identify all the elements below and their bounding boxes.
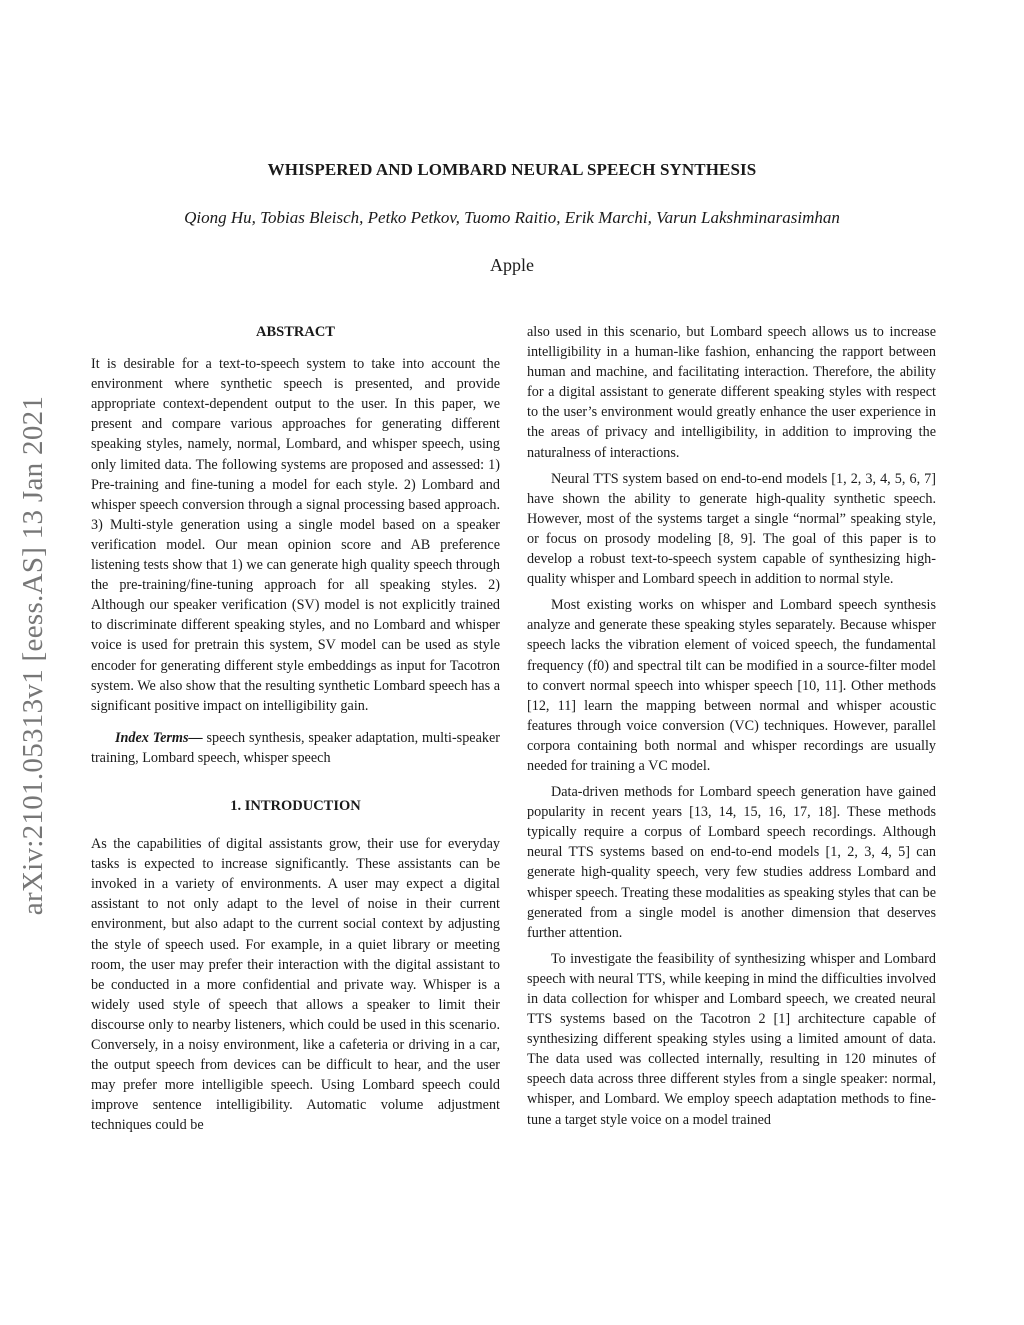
intro-paragraph-4: Data-driven methods for Lombard speech generation have gained popularity in recent years [13, 14, 15, 16, 17, 18]. These methods typically require a corpus of Lombard speech recordings. Although neural TTS systems based on end-to-end models [1, 2, 3, 4, 5] can generate high-quality speech, very few studies address Lombard and whisper speech. Treating these modalities as speaking styles that can be generated from a single model is another dimension that deserves further attention. (527, 784, 936, 941)
intro-paragraph-3: Most existing works on whisper and Lombard speech synthesis analyze and generate these speaking styles separately. Because whisper speech lacks the vibration element of voiced speech, the fundamental frequency (f0) and spectral tilt can be modified in a source-filter model to convert normal speech into whisper speech [10, 11]. Other methods [12, 11] learn the mapping between normal and whisper acoustic features through voice conversion (VC) techniques. However, parallel corpora containing both normal and whisper recordings are usually needed for training a VC model. (527, 597, 936, 774)
index-terms (91, 728, 500, 768)
arxiv-identifier (12, 350, 56, 960)
right-column (527, 322, 936, 1130)
affiliation: Apple (490, 255, 534, 275)
intro-paragraph-1-continued: also used in this scenario, but Lombard speech allows us to increase intelligibility in a human-like fashion, enhancing the rapport between human and machine, and facilitating interaction. Therefore, the ability for a digital assistant to generate different speaking styles with respect to the user’s environment would greatly enhance the user experience in the areas of privacy and intelligibility, in addition to improving the naturalness of interactions. (527, 324, 936, 461)
index-terms-label: Index Terms— (115, 729, 203, 746)
abstract-heading: ABSTRACT (256, 324, 335, 340)
index-terms-text: speech synthesis, speaker adaptation, multi-speaker training, Lombard speech, whisper speech (91, 729, 501, 766)
introduction-heading: 1. INTRODUCTION (230, 797, 361, 814)
left-column (91, 322, 500, 1135)
intro-paragraph-2: Neural TTS system based on end-to-end models [1, 2, 3, 4, 5, 6, 7] have shown the ability to generate high-quality synthetic speech. However, most of the systems target a single “normal” speaking style, or focus on prosody modeling [8, 9]. The goal of this paper is to develop a robust text-to-speech system capable of synthesizing high-quality whisper and Lombard speech in addition to normal style. (527, 470, 936, 588)
arxiv-id-text: arXiv:2101.05313v1 [eess.AS] 13 Jan 2021 (17, 395, 50, 915)
intro-paragraph-5: To investigate the feasibility of synthesizing whisper and Lombard speech with neural TTS, while keeping in mind the difficulties involved in data collection for whisper and Lombard speech, we created neural TTS systems based on the Tacotron 2 [1] architecture capable of synthesizing different speaking styles using a limited amount of data. The data used was collected internally, resulting in 120 minutes of speech data across three different styles from a single speaker: normal, whisper, and Lombard. We employ speech adaptation methods to fine-tune a target style voice on a model trained (527, 950, 936, 1128)
intro-paragraph-1: As the capabilities of digital assistants grow, their use for everyday tasks is expected to increase significantly. These assistants can be invoked in a variety of environments. A user may expect a digital assistant to not only adapt to the level of noise in their current environment, but also adapt to the current social context by adjusting the style of speech used. For example, in a quiet library or meeting room, the user may prefer their interaction with the digital assistant to be conducted in a more confidential and private way. Whisper is a widely used style of speech that allows a speaker to limit their discourse only to nearby listeners, which could be used in this scenario. Conversely, in a noisy environment, like a cafeteria or driving in a car, the output speech from devices can be difficult to hear, and the user may prefer more intelligible speech. Using Lombard speech could improve sentence intelligibility. Automatic volume adjustment techniques could be (91, 836, 500, 1134)
abstract-text: It is desirable for a text-to-speech system to take into account the environment where synthetic speech is presented, and provide appropriate context-dependent output to the user. In this paper, we present and compare various approaches for generating different speaking styles, namely, normal, Lombard, and whisper speech, using only limited data. The following systems are proposed and assessed: 1) Pre-training and fine-tuning a model for each style. 2) Lombard and whisper speech conversion through a signal processing based approach. 3) Multi-style generation using a single model based on a speaker verification model. Our mean opinion score and AB preference listening tests show that 1) we can generate high quality speech through the pre-training/fine-tuning approach for all speaking styles. 2) Although our speaker verification (SV) model is not explicitly trained to discriminate different speaking styles, and no Lombard and whisper voice is used for pretrain this system, SV model can be used as style encoder for generating different style embeddings as input for Tacotron system. We also show that the resulting synthetic Lombard speech has a significant positive impact on intelligibility gain. (91, 356, 500, 714)
paper-title: WHISPERED AND LOMBARD NEURAL SPEECH SYNTHESIS (267, 160, 757, 179)
author-list: Qiong Hu, Tobias Bleisch, Petko Petkov, Tuomo Raitio, Erik Marchi, Varun Lakshminarasimhan (184, 208, 840, 227)
